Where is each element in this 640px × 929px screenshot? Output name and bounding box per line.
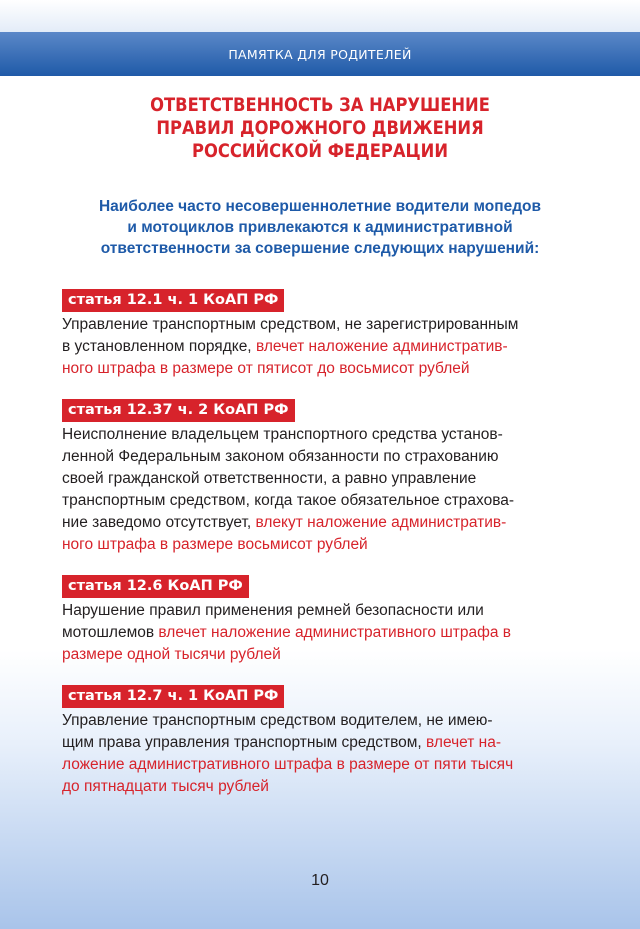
- penalty-text: влечет на-: [426, 734, 502, 751]
- article-block: [62, 575, 570, 666]
- text-span: в установленном порядке,: [62, 338, 256, 355]
- page-title: [45, 94, 595, 163]
- article-block: [62, 685, 570, 798]
- article-text: [62, 424, 570, 556]
- article-block: [62, 399, 570, 556]
- page-number: 10: [311, 872, 329, 889]
- text-line: ленной Федеральным законом обязанности по страхованию: [62, 448, 499, 465]
- text-line: Неисполнение владельцем транспортного средства установ-: [62, 426, 503, 443]
- penalty-text: размере одной тысячи рублей: [62, 646, 281, 663]
- article-badge: статья 12.1 ч. 1 КоАП РФ: [62, 289, 284, 312]
- header-bar: [0, 32, 640, 76]
- header-label: ПАМЯТКА ДЛЯ РОДИТЕЛЕЙ: [228, 47, 412, 62]
- text-line: Нарушение правил применения ремней безопасности или: [62, 602, 484, 619]
- intro-line: ответственности за совершение следующих нарушений:: [100, 240, 540, 257]
- penalty-text: влекут наложение административ-: [255, 514, 507, 531]
- text-line: [62, 622, 570, 644]
- text-span: ние заведомо отсутствует,: [62, 514, 256, 531]
- article-text: [62, 314, 570, 380]
- text-span: мотошлемов: [62, 624, 159, 641]
- text-line: Управление транспортным средством, не зарегистрированным: [62, 316, 519, 333]
- penalty-text: влечет наложение административ-: [255, 338, 508, 355]
- article-text: [62, 710, 570, 798]
- article-badge: статья 12.37 ч. 2 КоАП РФ: [62, 399, 295, 422]
- penalty-text: ного штрафа в размере восьмисот рублей: [62, 536, 368, 553]
- title-line: ПРАВИЛ ДОРОЖНОГО ДВИЖЕНИЯ: [156, 117, 484, 139]
- text-line: транспортным средством, когда такое обязательное страхова-: [62, 492, 515, 509]
- text-line: Управление транспортным средством водителем, не имею-: [62, 712, 493, 729]
- intro-line: Наиболее часто несовершеннолетние водители мопедов: [98, 198, 542, 215]
- intro-text: [40, 196, 600, 259]
- article-block: [62, 289, 570, 380]
- penalty-text: влечет наложение административного штрафа в: [158, 624, 512, 641]
- text-line: своей гражданской ответственности, а равно управление: [62, 470, 477, 487]
- title-line: ОТВЕТСТВЕННОСТЬ ЗА НАРУШЕНИЕ: [150, 94, 490, 116]
- text-line: [62, 732, 570, 754]
- top-band: [0, 0, 640, 32]
- penalty-text: ного штрафа в размере от пятисот до восьмисот рублей: [62, 360, 470, 377]
- intro-line: и мотоциклов привлекаются к административной: [127, 219, 513, 236]
- text-line: [62, 512, 570, 534]
- title-line: РОССИЙСКОЙ ФЕДЕРАЦИИ: [191, 140, 449, 162]
- article-badge: статья 12.6 КоАП РФ: [62, 575, 249, 598]
- text-line: [62, 336, 570, 358]
- article-text: [62, 600, 570, 666]
- article-badge: статья 12.7 ч. 1 КоАП РФ: [62, 685, 284, 708]
- text-span: щим права управления транспортным средством,: [62, 734, 427, 751]
- penalty-text: ложение административного штрафа в размере от пяти тысяч: [62, 756, 514, 773]
- penalty-text: до пятнадцати тысяч рублей: [62, 778, 269, 795]
